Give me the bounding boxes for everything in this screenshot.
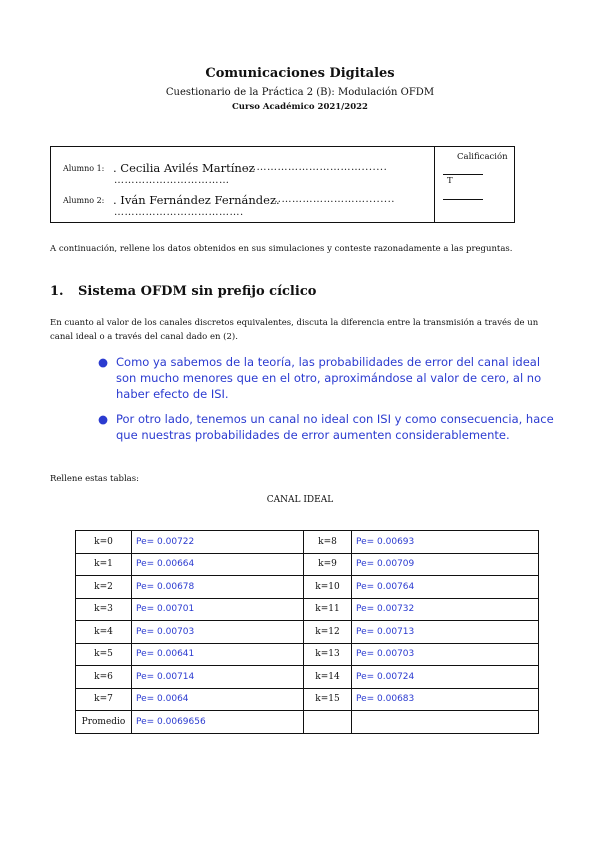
section-title: Sistema OFDM sin prefijo cíclico <box>78 284 317 299</box>
table-row <box>76 688 539 711</box>
course-year: Curso Académico 2021/2022 <box>232 102 368 112</box>
pe-value: Pe= 0.00701 <box>132 598 304 621</box>
students-box <box>50 146 515 223</box>
grade-line <box>443 174 483 175</box>
k-label: k=7 <box>76 688 132 711</box>
k-label: k=10 <box>304 576 352 599</box>
pe-value: Pe= 0.00641 <box>132 643 304 666</box>
table-row <box>76 643 539 666</box>
k-label: k=8 <box>304 531 352 554</box>
pe-value: Pe= 0.00703 <box>352 643 539 666</box>
pe-value: Pe= 0.00678 <box>132 576 304 599</box>
answer-item <box>98 354 556 402</box>
pe-value: Pe= 0.00724 <box>352 666 539 689</box>
table-row <box>76 666 539 689</box>
bullet-icon: ● <box>98 355 109 369</box>
grade-label: Calificación <box>457 152 508 162</box>
k-label: k=13 <box>304 643 352 666</box>
student2-dots: ………………………........ <box>271 194 395 205</box>
k-label: k=4 <box>76 621 132 644</box>
table-row-average <box>76 711 539 734</box>
pe-value: Pe= 0.0064 <box>132 688 304 711</box>
student2-name: . Iván Fernández Fernández. <box>113 193 280 207</box>
answer-text: Como ya sabemos de la teoría, las probabilidades de error del canal ideal son mucho menores que en el otro, aproximándose al valor de cero, al no haber efecto de ISI. <box>116 355 542 401</box>
question-text: En cuanto al valor de los canales discretos equivalentes, discuta la diferencia entre la transmisión a través de un canal ideal o a través del canal dado en (2). <box>50 318 539 342</box>
k-label: k=1 <box>76 553 132 576</box>
student2-dots-line2: ………………………………. <box>114 207 244 218</box>
k-label: k=9 <box>304 553 352 576</box>
section-heading <box>50 284 316 299</box>
table-row <box>76 553 539 576</box>
divider <box>434 147 435 222</box>
pe-value: Pe= 0.00732 <box>352 598 539 621</box>
grade-line <box>443 199 483 200</box>
student1-name: . Cecilia Avilés Martínez <box>113 161 255 175</box>
k-label: k=15 <box>304 688 352 711</box>
student2-label: Alumno 2: <box>63 196 105 205</box>
student1-dots-line2: …………………………… <box>114 175 230 186</box>
pe-value: Pe= 0.00709 <box>352 553 539 576</box>
section-number: 1. <box>50 284 64 299</box>
student1-dots: ……………………………....... <box>246 162 388 173</box>
empty-cell <box>304 711 352 734</box>
table-row <box>76 598 539 621</box>
k-label: k=3 <box>76 598 132 621</box>
table-row <box>76 531 539 554</box>
k-label: k=14 <box>304 666 352 689</box>
k-label: k=5 <box>76 643 132 666</box>
student1-label: Alumno 1: <box>63 164 105 173</box>
answer-item <box>98 411 556 443</box>
table-title: CANAL IDEAL <box>266 495 334 505</box>
average-label: Promedio <box>76 711 132 734</box>
pe-value: Pe= 0.00722 <box>132 531 304 554</box>
k-label: k=12 <box>304 621 352 644</box>
pe-value: Pe= 0.00683 <box>352 688 539 711</box>
average-value: Pe= 0.0069656 <box>132 711 304 734</box>
doc-subtitle: Cuestionario de la Práctica 2 (B): Modulación OFDM <box>165 87 435 98</box>
pe-value: Pe= 0.00693 <box>352 531 539 554</box>
pe-value: Pe= 0.00714 <box>132 666 304 689</box>
grade-mark: T <box>447 176 453 186</box>
bullet-icon: ● <box>98 412 109 426</box>
k-label: k=11 <box>304 598 352 621</box>
table-row <box>76 576 539 599</box>
intro-text: A continuación, rellene los datos obtenidos en sus simulaciones y conteste razonadamente a las preguntas. <box>50 244 513 254</box>
pe-value: Pe= 0.00703 <box>132 621 304 644</box>
empty-cell <box>352 711 539 734</box>
fill-label: Rellene estas tablas: <box>50 474 139 484</box>
k-label: k=2 <box>76 576 132 599</box>
pe-value: Pe= 0.00664 <box>132 553 304 576</box>
doc-title: Comunicaciones Digitales <box>205 66 395 81</box>
k-label: k=0 <box>76 531 132 554</box>
answer-text: Por otro lado, tenemos un canal no ideal con ISI y como consecuencia, hace que nuestras probabilidades de error aumenten considerablemente. <box>116 412 554 442</box>
pe-value: Pe= 0.00713 <box>352 621 539 644</box>
pe-value: Pe= 0.00764 <box>352 576 539 599</box>
results-table <box>75 530 539 734</box>
k-label: k=6 <box>76 666 132 689</box>
table-row <box>76 621 539 644</box>
